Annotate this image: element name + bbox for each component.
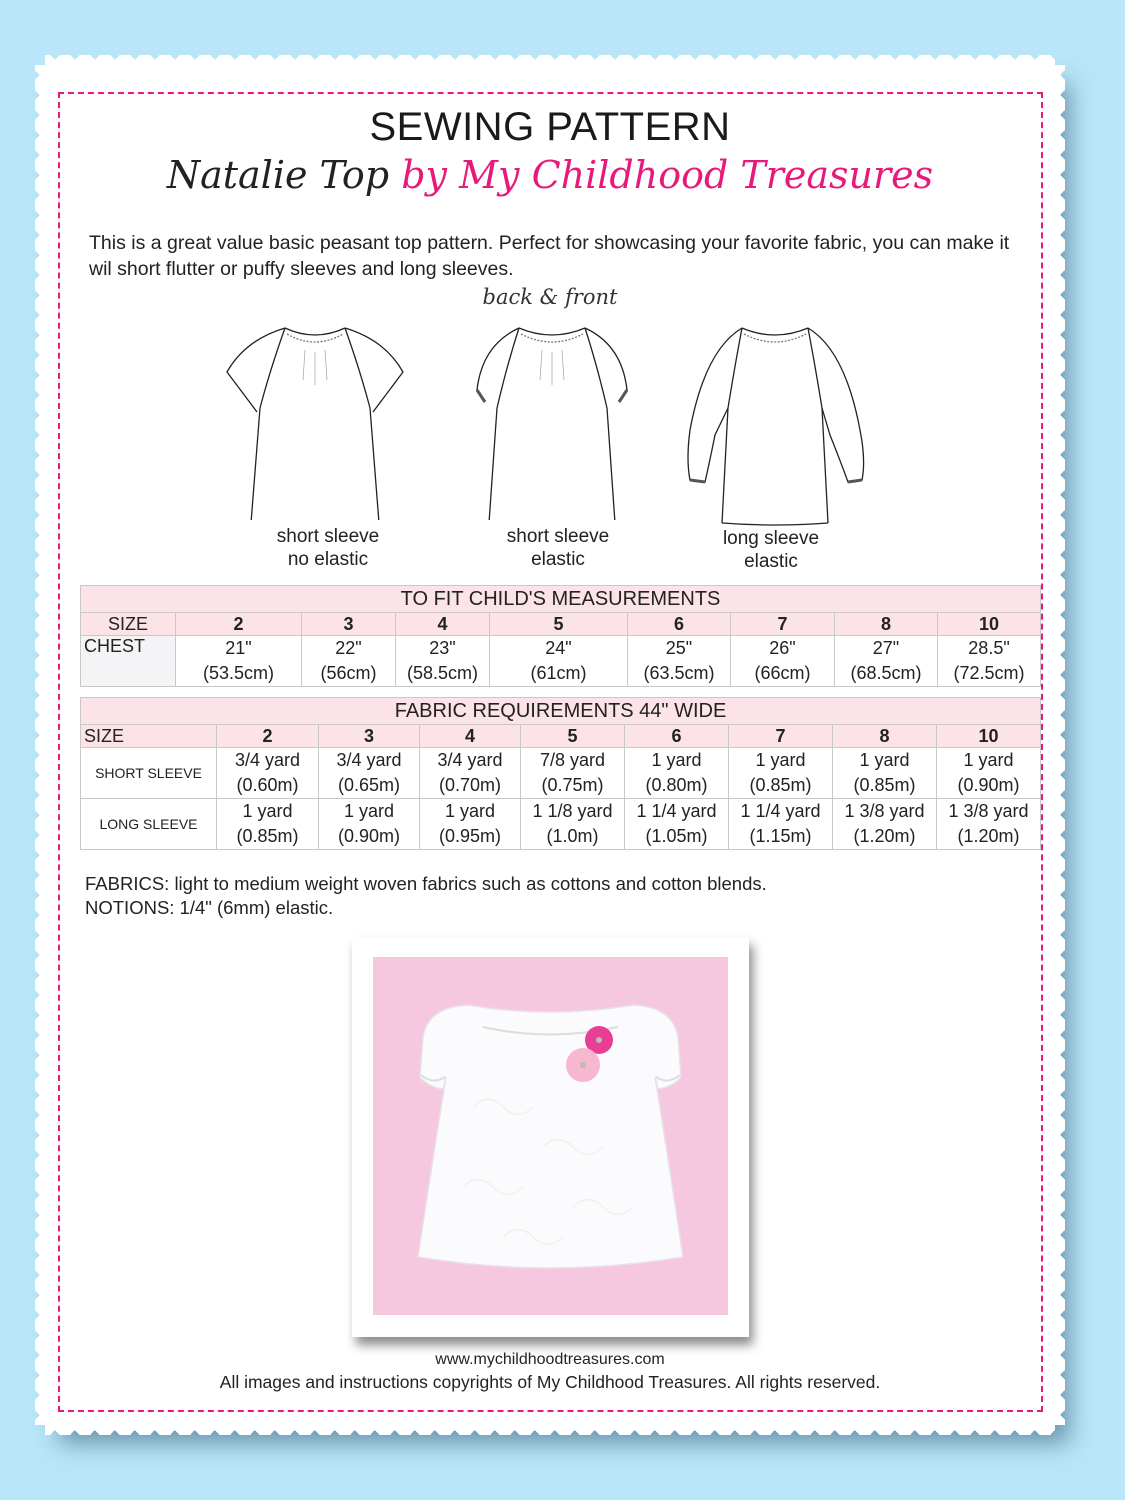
yards: 7/8 yard bbox=[539, 750, 606, 770]
meters: (1.05m) bbox=[645, 826, 708, 846]
chest-in: 21" bbox=[225, 638, 252, 658]
view-label-1 bbox=[228, 525, 428, 571]
notions-note: NOTIONS: 1/4" (6mm) elastic. bbox=[85, 897, 334, 918]
meters: (0.80m) bbox=[645, 775, 708, 795]
fabric-cell bbox=[521, 748, 625, 799]
meters: (0.85m) bbox=[853, 775, 916, 795]
fabric-cell bbox=[833, 799, 937, 850]
chest-row bbox=[81, 636, 1041, 687]
yards: 1 yard bbox=[859, 750, 910, 770]
chest-label: CHEST bbox=[81, 636, 176, 687]
yards: 3/4 yard bbox=[336, 750, 402, 770]
fabric-cell bbox=[420, 799, 521, 850]
size-cell: 4 bbox=[396, 613, 490, 636]
product-photo bbox=[373, 957, 728, 1315]
chest-cell bbox=[938, 636, 1041, 687]
fabric-cell bbox=[217, 748, 319, 799]
pattern-name: Natalie Top bbox=[166, 153, 390, 197]
size-cell: 3 bbox=[302, 613, 396, 636]
views-label: back & front bbox=[482, 285, 618, 309]
view-label-3 bbox=[671, 527, 871, 573]
product-photo-frame bbox=[352, 937, 749, 1337]
chest-cell bbox=[835, 636, 938, 687]
size-label: SIZE bbox=[81, 613, 176, 636]
size-label: SIZE bbox=[81, 725, 217, 748]
chest-in: 27" bbox=[872, 638, 900, 658]
fabric-table-title: FABRIC REQUIREMENTS 44" WIDE bbox=[81, 698, 1041, 725]
chest-cell bbox=[731, 636, 835, 687]
fabric-cell bbox=[420, 748, 521, 799]
fabric-cell bbox=[729, 748, 833, 799]
meters: (0.65m) bbox=[337, 775, 400, 795]
yards: 1 yard bbox=[444, 801, 496, 821]
view-label-2-line2: elastic bbox=[531, 549, 585, 570]
chest-cell bbox=[628, 636, 731, 687]
yards: 1 1/4 yard bbox=[636, 801, 717, 821]
stamp-edge-left bbox=[35, 65, 45, 1425]
row-label: SHORT SLEEVE bbox=[81, 748, 217, 799]
fabric-cell bbox=[319, 799, 420, 850]
chest-in: 22" bbox=[335, 638, 362, 658]
fabric-cell bbox=[521, 799, 625, 850]
chest-cm: (72.5cm) bbox=[953, 663, 1025, 683]
size-cell: 4 bbox=[420, 725, 521, 748]
yards: 1 3/8 yard bbox=[948, 801, 1029, 821]
brand-line: by My Childhood Treasures bbox=[401, 153, 934, 197]
yards: 1 3/8 yard bbox=[844, 801, 925, 821]
view-label-3-line2: elastic bbox=[744, 551, 798, 572]
chest-cm: (68.5cm) bbox=[850, 663, 922, 683]
measurements-table bbox=[80, 585, 1041, 687]
size-cell: 10 bbox=[937, 725, 1041, 748]
fabric-cell bbox=[319, 748, 420, 799]
meters: (1.20m) bbox=[853, 826, 916, 846]
yards: 1 1/4 yard bbox=[740, 801, 821, 821]
size-cell: 6 bbox=[625, 725, 729, 748]
intro-text: This is a great value basic peasant top pattern. Perfect for showcasing your favorite fabric, you can make it wil short flutter or puffy sleeves and long sleeves. bbox=[89, 232, 1010, 280]
measurements-table-title: TO FIT CHILD'S MEASUREMENTS bbox=[81, 586, 1041, 613]
sketch-short-sleeve-no-elastic bbox=[215, 320, 415, 520]
stamp-edge-top bbox=[45, 55, 1055, 65]
chest-cm: (63.5cm) bbox=[643, 663, 715, 683]
copyright-text: All images and instructions copyrights of My Childhood Treasures. All rights reserved. bbox=[219, 1372, 881, 1392]
chest-cell bbox=[396, 636, 490, 687]
size-cell: 3 bbox=[319, 725, 420, 748]
meters: (0.85m) bbox=[749, 775, 812, 795]
fabric-cell bbox=[729, 799, 833, 850]
stamp-edge-right bbox=[1055, 65, 1065, 1425]
size-cell: 5 bbox=[490, 613, 628, 636]
pattern-subtitle bbox=[45, 153, 1055, 197]
website-url[interactable]: www.mychildhoodtreasures.com bbox=[435, 1351, 665, 1368]
page-title: SEWING PATTERN bbox=[369, 105, 731, 149]
meters: (0.95m) bbox=[438, 826, 501, 846]
fabrics-note: FABRICS: light to medium weight woven fabrics such as cottons and cotton blends. bbox=[85, 873, 767, 894]
short-sleeve-row bbox=[81, 748, 1041, 799]
pattern-card bbox=[45, 65, 1055, 1425]
meters: (0.70m) bbox=[438, 775, 501, 795]
yards: 1 yard bbox=[651, 750, 702, 770]
fabric-size-row bbox=[81, 725, 1041, 748]
meters: (0.90m) bbox=[337, 826, 400, 846]
meters: (1.0m) bbox=[546, 826, 599, 846]
meters: (0.60m) bbox=[236, 775, 299, 795]
size-cell: 8 bbox=[835, 613, 938, 636]
chest-cell bbox=[176, 636, 302, 687]
fabric-cell bbox=[625, 748, 729, 799]
size-cell: 8 bbox=[833, 725, 937, 748]
meters: (0.75m) bbox=[541, 775, 604, 795]
measurements-size-row bbox=[81, 613, 1041, 636]
fabric-requirements-table bbox=[80, 697, 1041, 850]
view-label-3-line1: long sleeve bbox=[722, 528, 820, 549]
yards: 1 yard bbox=[242, 801, 293, 821]
meters: (0.85m) bbox=[236, 826, 299, 846]
fabric-cell bbox=[937, 748, 1041, 799]
view-label-2-line1: short sleeve bbox=[506, 526, 610, 547]
meters: (1.15m) bbox=[749, 826, 812, 846]
sketch-long-sleeve-elastic bbox=[680, 320, 880, 530]
yards: 1 1/8 yard bbox=[532, 801, 613, 821]
size-cell: 7 bbox=[731, 613, 835, 636]
chest-cm: (53.5cm) bbox=[202, 663, 274, 683]
view-label-2 bbox=[458, 525, 658, 571]
notes bbox=[85, 872, 767, 920]
chest-cm: (56cm) bbox=[320, 663, 377, 683]
yards: 3/4 yard bbox=[234, 750, 301, 770]
chest-cell bbox=[490, 636, 628, 687]
chest-in: 28.5" bbox=[968, 638, 1010, 658]
chest-cell bbox=[302, 636, 396, 687]
yards: 1 yard bbox=[343, 801, 395, 821]
view-label-1-line1: short sleeve bbox=[276, 526, 380, 547]
size-cell: 2 bbox=[217, 725, 319, 748]
chest-cm: (66cm) bbox=[754, 663, 811, 683]
chest-in: 23" bbox=[429, 638, 456, 658]
chest-cm: (61cm) bbox=[530, 663, 587, 683]
chest-in: 25" bbox=[665, 638, 693, 658]
yards: 1 yard bbox=[963, 750, 1014, 770]
fabric-cell bbox=[625, 799, 729, 850]
yards: 1 yard bbox=[755, 750, 806, 770]
long-sleeve-row bbox=[81, 799, 1041, 850]
size-cell: 5 bbox=[521, 725, 625, 748]
meters: (0.90m) bbox=[957, 775, 1020, 795]
sketch-short-sleeve-elastic bbox=[457, 320, 657, 520]
chest-in: 26" bbox=[769, 638, 796, 658]
chest-in: 24" bbox=[545, 638, 572, 658]
yards: 3/4 yard bbox=[437, 750, 503, 770]
row-label: LONG SLEEVE bbox=[81, 799, 217, 850]
stamp-edge-bottom bbox=[45, 1425, 1055, 1435]
size-cell: 10 bbox=[938, 613, 1041, 636]
view-label-1-line2: no elastic bbox=[287, 549, 369, 570]
size-cell: 7 bbox=[729, 725, 833, 748]
size-cell: 2 bbox=[176, 613, 302, 636]
fabric-cell bbox=[217, 799, 319, 850]
size-cell: 6 bbox=[628, 613, 731, 636]
meters: (1.20m) bbox=[957, 826, 1020, 846]
fabric-cell bbox=[937, 799, 1041, 850]
chest-cm: (58.5cm) bbox=[406, 663, 478, 683]
fabric-cell bbox=[833, 748, 937, 799]
